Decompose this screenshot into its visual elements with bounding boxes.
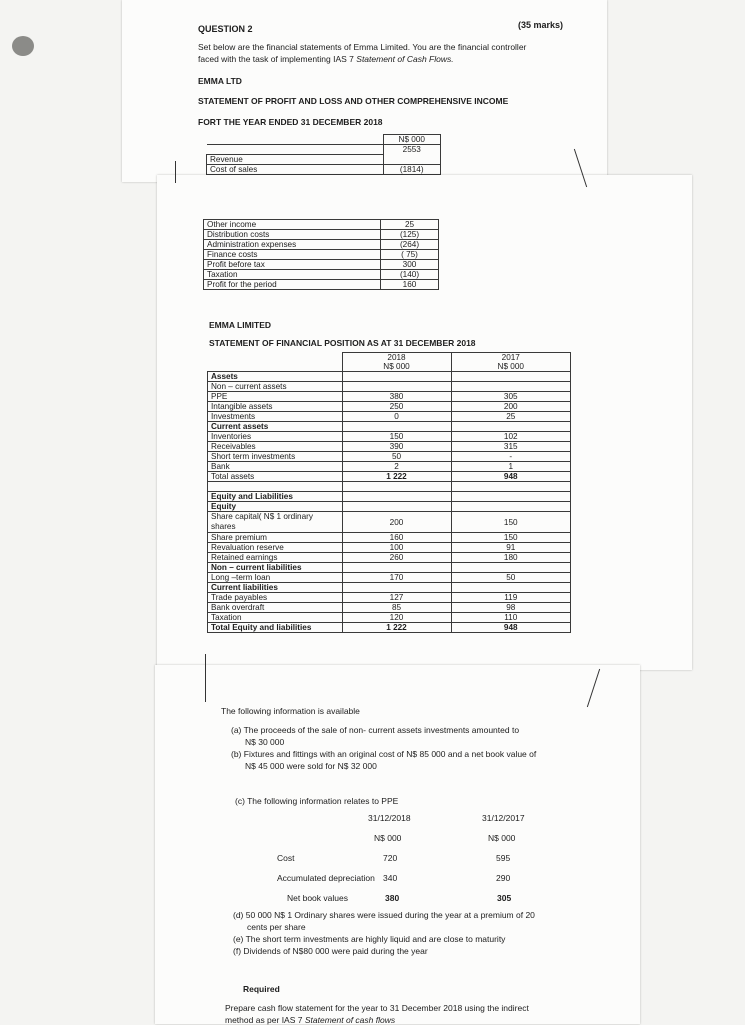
table-row: Taxation 120 110 (208, 613, 571, 623)
table-row: Profit for the period 160 (204, 280, 439, 290)
ppe-row-label: Accumulated depreciation (277, 873, 375, 883)
table-row: Equity and Liabilities (208, 492, 571, 502)
table-row (207, 135, 441, 145)
table-row: 2018 2017 (208, 353, 571, 363)
required-line-1: Prepare cash flow statement for the year to 31 December 2018 using the indirect (225, 1003, 529, 1013)
table-row: Current assets (208, 422, 571, 432)
table-row: Intangible assets 250 200 (208, 402, 571, 412)
table-row: Short term investments 50 - (208, 452, 571, 462)
financial-position-table (207, 352, 571, 633)
table-row: Taxation (140) (204, 270, 439, 280)
table-row: Finance costs ( 75) (204, 250, 439, 260)
table-row: Non – current liabilities (208, 563, 571, 573)
page-fragment-2 (157, 175, 692, 670)
ppe-unit-2017: N$ 000 (488, 833, 516, 843)
sofp-title: STATEMENT OF FINANCIAL POSITION AS AT 31 DECEMBER 2018 (209, 338, 476, 348)
question-title: QUESTION 2 (198, 24, 253, 34)
income-statement-period: FORT THE YEAR ENDED 31 DECEMBER 2018 (198, 117, 383, 127)
table-row: Total Equity and liabilities 1 222 948 (208, 623, 571, 633)
note-c-heading: (c) The following information relates to PPE (235, 796, 399, 806)
table-row: Profit before tax 300 (204, 260, 439, 270)
table-row (208, 482, 571, 492)
required-heading: Required (243, 984, 280, 994)
note-d-line-2: cents per share (247, 922, 306, 932)
income-statement-table-part2 (203, 219, 439, 290)
table-row: Revaluation reserve 100 91 (208, 543, 571, 553)
table-row: Other income 25 (204, 220, 439, 230)
ppe-row-value-2017: 595 (496, 853, 511, 863)
note-a-line-2: N$ 30 000 (245, 737, 285, 747)
note-a-line-1: (a) The proceeds of the sale of non- current assets investments amounted to (231, 725, 520, 735)
table-row: Bank 2 1 (208, 462, 571, 472)
pencil-mark (205, 654, 206, 702)
intro-line-1: Set below are the financial statements of Emma Limited. You are the financial controller (198, 42, 527, 52)
note-b-line-2: N$ 45 000 were sold for N$ 32 000 (245, 761, 377, 771)
table-row: Bank overdraft 85 98 (208, 603, 571, 613)
unit-header: N$ 000 (383, 135, 441, 145)
table-row: Share capital( N$ 1 ordinary shares 200 150 (208, 512, 571, 533)
ppe-row-value-2018: 720 (383, 853, 398, 863)
ppe-row-value-2018: 380 (385, 893, 400, 903)
page-fragment-1 (122, 0, 607, 182)
table-row: Non – current assets (208, 382, 571, 392)
table-row: Inventories 150 102 (208, 432, 571, 442)
table-row: Distribution costs (125) (204, 230, 439, 240)
table-row: PPE 380 305 (208, 392, 571, 402)
table-row: Long –term loan 170 50 (208, 573, 571, 583)
ppe-row-value-2018: 340 (383, 873, 398, 883)
required-line-2: method as per IAS 7 Statement of cash flows (225, 1015, 396, 1025)
intro-line-2: faced with the task of implementing IAS 7 Statement of Cash Flows. (198, 54, 454, 64)
page-fragment-3 (155, 665, 640, 1024)
note-d-line-1: (d) 50 000 N$ 1 Ordinary shares were issued during the year at a premium of 20 (233, 910, 535, 920)
info-heading: The following information is available (221, 706, 360, 716)
table-row: Current liabilities (208, 583, 571, 593)
ppe-date-2017: 31/12/2017 (482, 813, 525, 823)
ppe-unit-2018: N$ 000 (374, 833, 402, 843)
table-row: Cost of sales (1814) (207, 165, 441, 175)
table-row: Total assets 1 222 948 (208, 472, 571, 482)
ppe-row-label: Net book values (287, 893, 348, 903)
ppe-row-label: Cost (277, 853, 295, 863)
table-row: Receivables 390 315 (208, 442, 571, 452)
table-row: Share premium 160 150 (208, 533, 571, 543)
sofp-company-name: EMMA LIMITED (209, 320, 272, 330)
note-e: (e) The short term investments are highly liquid and are close to maturity (233, 934, 506, 944)
table-row: Equity (208, 502, 571, 512)
table-row: Trade payables 127 119 (208, 593, 571, 603)
table-row: N$ 000 N$ 000 (208, 362, 571, 372)
note-f: (f) Dividends of N$80 000 were paid during the year (233, 946, 428, 956)
income-statement-title: STATEMENT OF PROFIT AND LOSS AND OTHER COMPREHENSIVE INCOME (198, 96, 509, 106)
ppe-row-value-2017: 305 (497, 893, 512, 903)
pencil-mark (175, 161, 176, 183)
table-row: Revenue (207, 155, 441, 165)
table-row: 2553 (207, 145, 441, 155)
table-row: Assets (208, 372, 571, 382)
question-marks: (35 marks) (518, 20, 564, 30)
punch-hole-mark (12, 36, 34, 56)
table-row: Investments 0 25 (208, 412, 571, 422)
note-b-line-1: (b) Fixtures and fittings with an original cost of N$ 85 000 and a net book value of (231, 749, 537, 759)
table-row: Retained earnings 260 180 (208, 553, 571, 563)
table-row: Administration expenses (264) (204, 240, 439, 250)
company-name: EMMA LTD (198, 76, 242, 86)
ppe-date-2018: 31/12/2018 (368, 813, 411, 823)
ppe-row-value-2017: 290 (496, 873, 511, 883)
